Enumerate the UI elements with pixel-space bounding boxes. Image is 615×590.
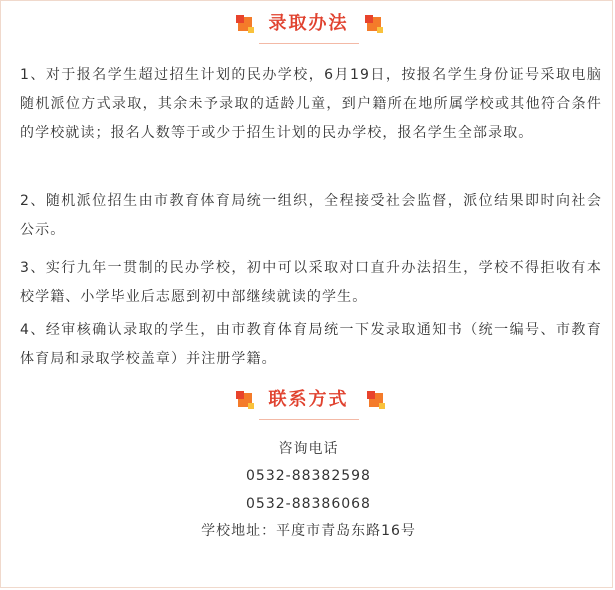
phone-number-2: 0532-88386068 (246, 496, 371, 512)
admission-paragraph-2: 2、随机派位招生由市教育体育局统一组织，全程接受社会监督，派位结果即时向社会公示。 (20, 193, 602, 238)
phone-label: 咨询电话 (278, 441, 339, 457)
title-underline (259, 419, 359, 420)
admission-paragraph-4: 4、经审核确认录取的学生，由市教育体育局统一下发录取通知书（统一编号、市教育体育局和录取学校盖章）并注册学籍。 (20, 322, 602, 367)
contact-section-title: 联系方式 (268, 389, 349, 410)
admission-section-title: 录取办法 (268, 13, 349, 34)
right-decoration-icon (365, 15, 383, 33)
school-address: 学校地址：平度市青岛东路16号 (201, 523, 416, 539)
admission-paragraph-3: 3、实行九年一贯制的民办学校，初中可以采取对口直升办法招生，学校不得拒收有本校学籍、小学毕业后志愿到初中部继续就读的学生。 (20, 260, 602, 305)
title-underline (259, 43, 359, 44)
admission-section-header (1, 11, 615, 51)
right-decoration-icon (367, 391, 385, 409)
phone-number-1: 0532-88382598 (246, 468, 371, 484)
contact-section-header (1, 387, 615, 427)
admission-paragraph-1: 1、对于报名学生超过招生计划的民办学校，6月19日，按报名学生身份证号采取电脑随机派位方式录取，其余未予录取的适龄儿童，到户籍所在地所属学校或其他符合条件的学校就读；报名人数等于或少于招生计划的民办学校，报名学生全部录取。 (20, 67, 602, 141)
